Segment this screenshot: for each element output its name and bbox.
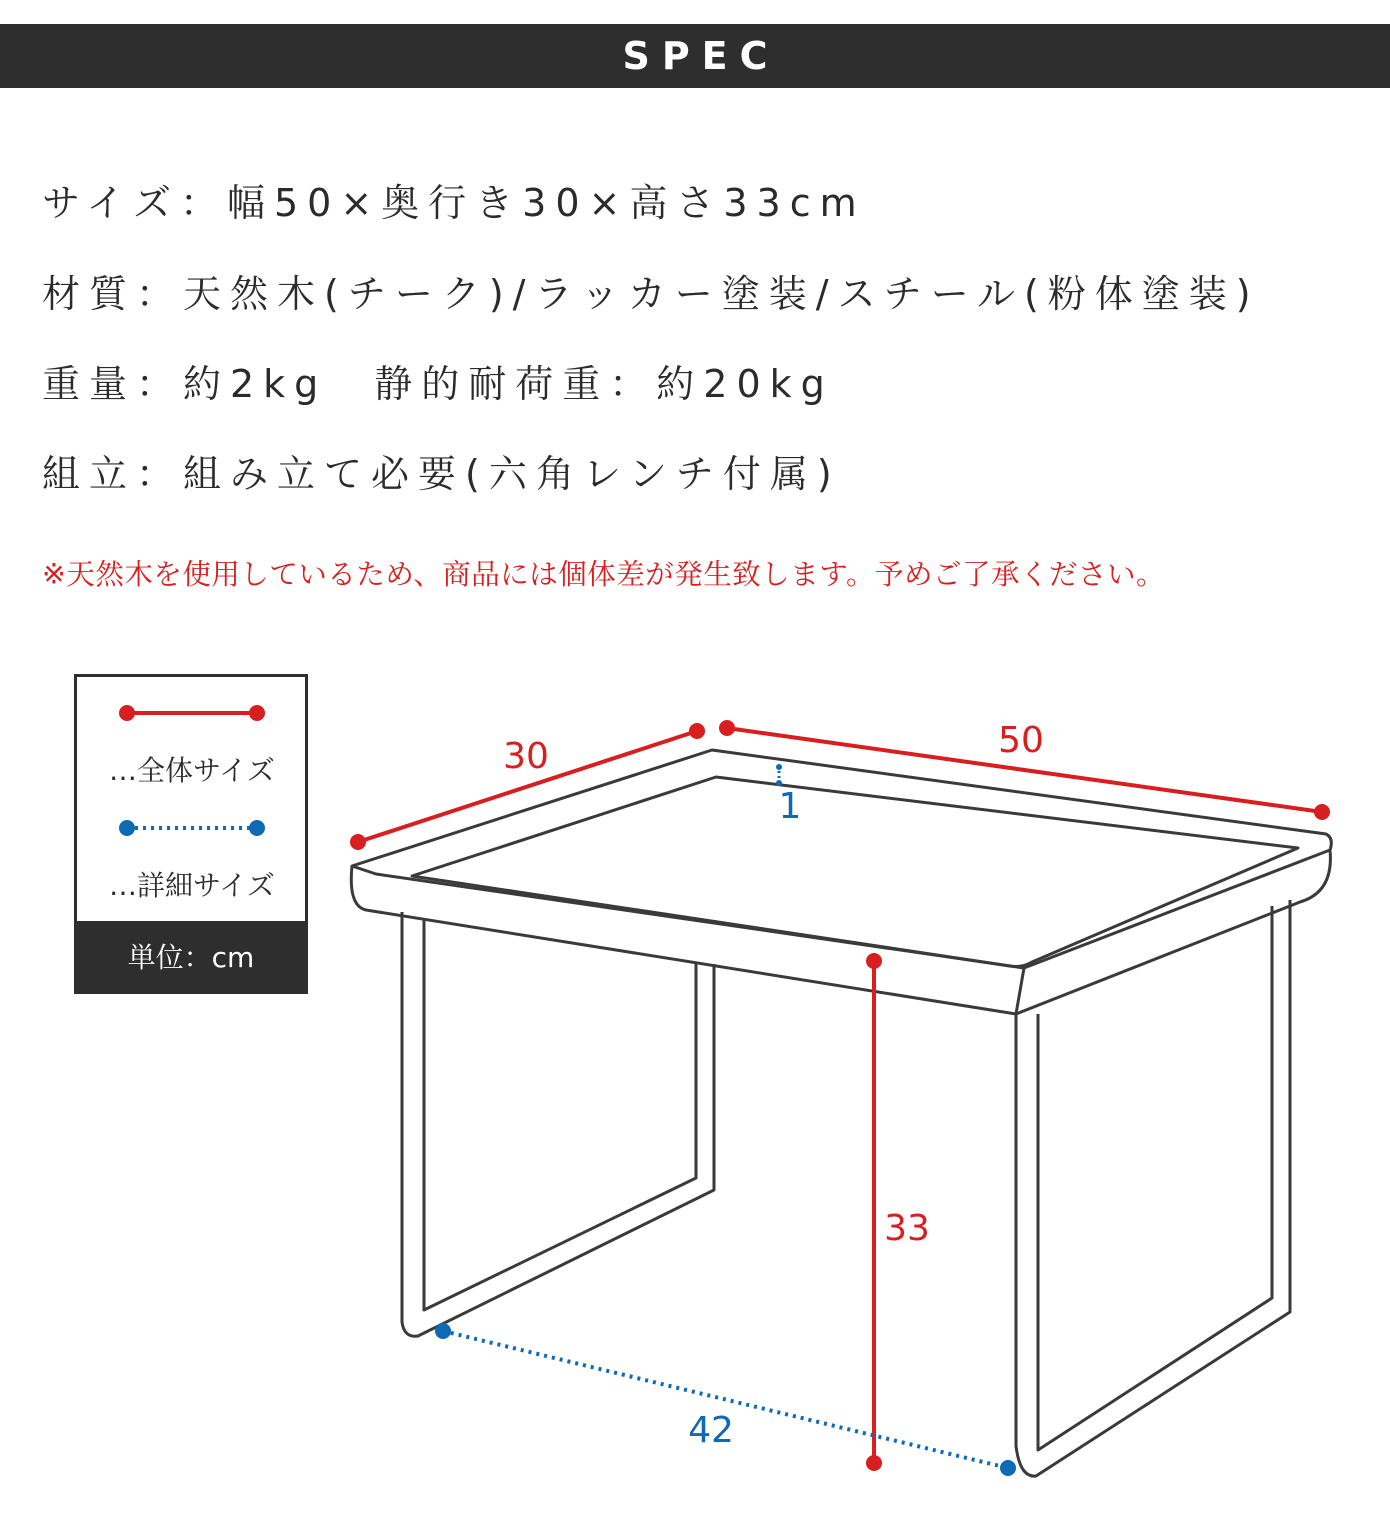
dimension-top-thickness <box>776 764 801 827</box>
leg-right-inner <box>1038 906 1272 1450</box>
dimension-height-label: 33 <box>884 1208 930 1249</box>
dimension-width <box>719 720 1330 820</box>
dimension-top-thickness-label: 1 <box>778 786 802 827</box>
legend-overall-label: …全体サイズ <box>109 754 275 787</box>
dimension-depth-label: 30 <box>503 736 549 777</box>
spec-size: サイズ：幅50×奥行き30×高さ33cm <box>42 181 866 225</box>
legend-detail-label: …詳細サイズ <box>109 869 275 902</box>
notice-text: ※天然木を使用しているため、商品には個体差が発生致します。予めご了承ください。 <box>42 558 1165 591</box>
tabletop-edge-right <box>1016 850 1330 1014</box>
leg-left-front-inner <box>424 918 696 1310</box>
page-title: SPEC <box>622 34 780 78</box>
dimension-width-label: 50 <box>998 720 1044 761</box>
leg-left-front <box>402 912 714 1336</box>
tabletop-edge-front <box>351 866 1024 1014</box>
table-drawing <box>351 750 1331 1476</box>
dimension-depth <box>350 723 705 850</box>
spec-material: 材質：天然木(チーク)/ラッカー塗装/スチール(粉体塗装) <box>42 272 1260 316</box>
dimension-base-width-label: 42 <box>688 1410 734 1451</box>
dimension-height <box>866 953 930 1471</box>
dimension-base-width <box>435 1323 1016 1476</box>
tabletop-rim <box>352 750 1331 968</box>
unit-label: 単位：cm <box>77 921 305 991</box>
spec-weight: 重量：約2kg 静的耐荷重：約20kg <box>42 362 834 406</box>
leg-right <box>1016 900 1290 1476</box>
spec-assembly: 組立：組み立て必要(六角レンチ付属) <box>42 452 841 496</box>
